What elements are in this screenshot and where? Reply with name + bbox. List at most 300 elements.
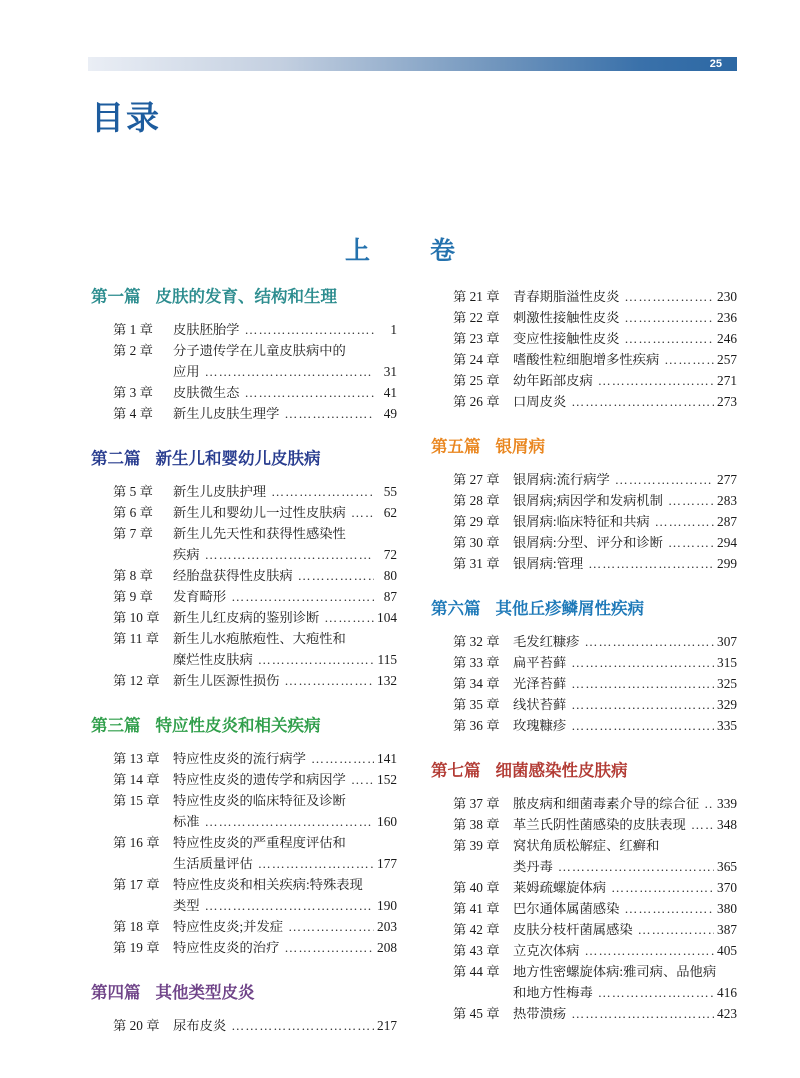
- chapter-page-number: 299: [717, 556, 737, 571]
- toc-entry-line: [431, 919, 737, 940]
- dot-leader: [704, 793, 714, 814]
- toc-entry-line: [91, 748, 397, 769]
- dot-leader: [624, 286, 714, 307]
- chapter-page-number: 271: [717, 373, 737, 388]
- toc-entry: [431, 370, 737, 391]
- chapter-page-number: 217: [377, 1018, 397, 1033]
- toc-entry: [431, 835, 737, 877]
- chapter-number: 第 26 章: [453, 394, 500, 409]
- dot-leader: [298, 565, 374, 586]
- dot-leader: [205, 895, 374, 916]
- chapter-page-number: 348: [717, 817, 737, 832]
- section-title: 特应性皮炎和相关疾病: [155, 716, 321, 735]
- toc-entry-line: [431, 877, 737, 898]
- chapter-page-number: 339: [717, 796, 737, 811]
- chapter-page-number: 141: [377, 751, 397, 766]
- dot-leader: [638, 919, 714, 940]
- dot-leader: [284, 403, 374, 424]
- dot-leader: [668, 490, 714, 511]
- chapter-page-number: 115: [377, 652, 397, 667]
- dot-leader: [571, 1003, 714, 1024]
- toc-entry-line: [431, 349, 737, 370]
- dot-leader: [205, 544, 374, 565]
- chapter-number: 第 39 章: [453, 838, 500, 853]
- toc-entry-line: [431, 490, 737, 511]
- section-heading: [431, 598, 737, 620]
- chapter-page-number: 203: [377, 919, 397, 934]
- toc-entry-continuation: [91, 544, 397, 565]
- chapter-page-number: 104: [377, 610, 397, 625]
- toc-entry: [431, 1003, 737, 1024]
- chapter-title: 生活质量评估: [173, 856, 253, 871]
- toc-entry: [431, 877, 737, 898]
- chapter-page-number: 380: [717, 901, 737, 916]
- dot-leader: [598, 370, 714, 391]
- chapter-page-number: 315: [717, 655, 737, 670]
- chapter-title: 和地方性梅毒: [513, 985, 593, 1000]
- toc-entry-line: [431, 469, 737, 490]
- toc-entry-line: [431, 370, 737, 391]
- section-heading: [91, 286, 397, 308]
- dot-leader: [655, 511, 714, 532]
- chapter-number: 第 4 章: [113, 406, 153, 421]
- section-number: 第五篇: [431, 437, 481, 456]
- section-heading: [431, 760, 737, 782]
- chapter-number: 第 31 章: [453, 556, 500, 571]
- chapter-title: 幼年跖部皮病: [513, 373, 593, 388]
- toc-entry-line: [91, 874, 397, 895]
- toc-entry: [431, 715, 737, 736]
- chapter-title: 刺激性接触性皮炎: [513, 310, 620, 325]
- toc-entry: [431, 694, 737, 715]
- dot-leader: [691, 814, 714, 835]
- toc-entry-continuation: [91, 853, 397, 874]
- chapter-page-number: 423: [717, 1006, 737, 1021]
- dot-leader: [598, 982, 714, 1003]
- toc-entry: [91, 748, 397, 769]
- chapter-title: 窝状角质松解症、红癣和: [513, 838, 660, 853]
- chapter-page-number: 283: [717, 493, 737, 508]
- chapter-page-number: 387: [717, 922, 737, 937]
- toc-column: [431, 286, 737, 1024]
- dot-leader: [311, 748, 374, 769]
- chapter-page-number: 370: [717, 880, 737, 895]
- toc-entry: [431, 469, 737, 490]
- chapter-title: 特应性皮炎的遗传学和病因学: [173, 772, 346, 787]
- chapter-number: 第 15 章: [113, 793, 160, 808]
- chapter-title: 新生儿皮肤护理: [173, 484, 267, 499]
- toc-entry-line: [431, 694, 737, 715]
- section-number: 第三篇: [91, 716, 141, 735]
- toc-entry-line: [91, 340, 397, 361]
- chapter-page-number: 62: [383, 505, 397, 520]
- chapter-number: 第 23 章: [453, 331, 500, 346]
- toc-entry-line: [431, 814, 737, 835]
- dot-leader: [231, 586, 374, 607]
- toc-entry-line: [91, 670, 397, 691]
- toc-entry: [91, 523, 397, 565]
- toc-entry: [91, 502, 397, 523]
- dot-leader: [571, 715, 714, 736]
- dot-leader: [615, 469, 714, 490]
- toc-entry-line: [431, 673, 737, 694]
- section-number: 第六篇: [431, 599, 481, 618]
- chapter-page-number: 307: [717, 634, 737, 649]
- toc-entry: [91, 832, 397, 874]
- chapter-page-number: 152: [377, 772, 397, 787]
- dot-leader: [668, 532, 714, 553]
- dot-leader: [624, 307, 714, 328]
- chapter-number: 第 32 章: [453, 634, 500, 649]
- toc-entry: [91, 1015, 397, 1036]
- chapter-number: 第 8 章: [113, 568, 153, 583]
- chapter-title: 尿布皮炎: [173, 1018, 227, 1033]
- section-heading: [91, 448, 397, 470]
- chapter-page-number: 246: [717, 331, 737, 346]
- toc-entry-line: [431, 286, 737, 307]
- chapter-title: 玫瑰糠疹: [513, 718, 567, 733]
- chapter-title: 巴尔通体属菌感染: [513, 901, 620, 916]
- chapter-number: 第 2 章: [113, 343, 153, 358]
- chapter-title: 扁平苔藓: [513, 655, 567, 670]
- chapter-title: 特应性皮炎和相关疾病:特殊表现: [173, 877, 363, 892]
- toc-entry-line: [91, 565, 397, 586]
- toc-entry: [91, 586, 397, 607]
- chapter-number: 第 37 章: [453, 796, 500, 811]
- chapter-title: 疾病: [173, 547, 200, 562]
- dot-leader: [611, 877, 714, 898]
- chapter-number: 第 11 章: [113, 631, 160, 646]
- chapter-title: 口周皮炎: [513, 394, 567, 409]
- chapter-number: 第 27 章: [453, 472, 500, 487]
- dot-leader: [664, 349, 714, 370]
- chapter-number: 第 25 章: [453, 373, 500, 388]
- chapter-number: 第 42 章: [453, 922, 500, 937]
- chapter-title: 特应性皮炎的严重程度评估和: [173, 835, 346, 850]
- chapter-title: 经胎盘获得性皮肤病: [173, 568, 293, 583]
- toc-entry-line: [91, 481, 397, 502]
- toc-entry-line: [431, 553, 737, 574]
- chapter-number: 第 28 章: [453, 493, 500, 508]
- dot-leader: [244, 319, 374, 340]
- chapter-page-number: 72: [383, 547, 397, 562]
- toc-entry: [431, 898, 737, 919]
- dot-leader: [351, 502, 374, 523]
- chapter-page-number: 325: [717, 676, 737, 691]
- page-number: 25: [709, 58, 722, 70]
- section-title: 其他丘疹鳞屑性疾病: [495, 599, 644, 618]
- chapter-title: 光泽苔藓: [513, 676, 567, 691]
- toc-entry-line: [91, 1015, 397, 1036]
- section-title: 新生儿和婴幼儿皮肤病: [155, 449, 321, 468]
- dot-leader: [624, 328, 714, 349]
- toc-entry: [431, 940, 737, 961]
- chapter-number: 第 1 章: [113, 322, 153, 337]
- toc-columns: [91, 286, 737, 1036]
- toc-entry: [431, 814, 737, 835]
- section-title: 银屑病: [495, 437, 545, 456]
- toc-entry: [91, 937, 397, 958]
- dot-leader: [624, 898, 714, 919]
- toc-entry-line: [91, 628, 397, 649]
- chapter-page-number: 31: [383, 364, 397, 379]
- section-number: 第二篇: [91, 449, 141, 468]
- chapter-page-number: 230: [717, 289, 737, 304]
- chapter-number: 第 41 章: [453, 901, 500, 916]
- dot-leader: [258, 853, 374, 874]
- chapter-page-number: 177: [377, 856, 397, 871]
- chapter-title: 莱姆疏螺旋体病: [513, 880, 607, 895]
- toc-entry-line: [91, 403, 397, 424]
- toc-entry-line: [431, 898, 737, 919]
- chapter-title: 发育畸形: [173, 589, 227, 604]
- toc-entry: [91, 769, 397, 790]
- toc-entry: [91, 607, 397, 628]
- volume-heading: 上卷: [344, 236, 515, 265]
- dot-leader: [588, 553, 714, 574]
- chapter-page-number: 190: [377, 898, 397, 913]
- chapter-title: 银屑病:流行病学: [513, 472, 610, 487]
- toc-entry-line: [431, 631, 737, 652]
- dot-leader: [351, 769, 374, 790]
- toc-entry-line: [431, 328, 737, 349]
- chapter-title: 立克次体病: [513, 943, 580, 958]
- toc-entry-line: [431, 652, 737, 673]
- toc-entry: [91, 916, 397, 937]
- chapter-number: 第 43 章: [453, 943, 500, 958]
- toc-entry: [431, 328, 737, 349]
- chapter-title: 应用: [173, 364, 200, 379]
- chapter-title: 皮肤胚胎学: [173, 322, 240, 337]
- chapter-title: 分子遗传学在儿童皮肤病中的: [173, 343, 346, 358]
- toc-entry-line: [91, 832, 397, 853]
- dot-leader: [571, 391, 714, 412]
- toc-entry-continuation: [91, 811, 397, 832]
- chapter-page-number: 365: [717, 859, 737, 874]
- toc-entry-line: [91, 382, 397, 403]
- chapter-page-number: 416: [717, 985, 737, 1000]
- chapter-title: 银屑病:管理: [513, 556, 584, 571]
- toc-entry-line: [91, 937, 397, 958]
- chapter-title: 特应性皮炎的流行病学: [173, 751, 306, 766]
- toc-entry-line: [91, 319, 397, 340]
- section-number: 第四篇: [91, 983, 141, 1002]
- chapter-number: 第 12 章: [113, 673, 160, 688]
- toc-entry-line: [431, 511, 737, 532]
- chapter-page-number: 273: [717, 394, 737, 409]
- toc-entry: [431, 307, 737, 328]
- chapter-title: 新生儿皮肤生理学: [173, 406, 280, 421]
- toc-entry: [431, 673, 737, 694]
- chapter-page-number: 236: [717, 310, 737, 325]
- chapter-number: 第 34 章: [453, 676, 500, 691]
- dot-leader: [231, 1015, 374, 1036]
- chapter-number: 第 20 章: [113, 1018, 160, 1033]
- dot-leader: [558, 856, 714, 877]
- toc-entry: [431, 286, 737, 307]
- toc-entry: [91, 382, 397, 403]
- toc-entry-line: [431, 391, 737, 412]
- chapter-title: 新生儿先天性和获得性感染性: [173, 526, 346, 541]
- toc-entry: [91, 670, 397, 691]
- dot-leader: [284, 670, 374, 691]
- toc-entry-line: [431, 940, 737, 961]
- toc-entry-line: [431, 307, 737, 328]
- toc-entry: [431, 349, 737, 370]
- chapter-number: 第 10 章: [113, 610, 160, 625]
- chapter-title: 毛发红糠疹: [513, 634, 580, 649]
- toc-entry-line: [91, 790, 397, 811]
- chapter-number: 第 18 章: [113, 919, 160, 934]
- chapter-title: 新生儿红皮病的鉴别诊断: [173, 610, 320, 625]
- toc-entry-line: [91, 607, 397, 628]
- chapter-number: 第 33 章: [453, 655, 500, 670]
- toc-entry: [91, 565, 397, 586]
- chapter-number: 第 16 章: [113, 835, 160, 850]
- toc-entry: [431, 961, 737, 1003]
- chapter-title: 皮肤分枝杆菌属感染: [513, 922, 633, 937]
- chapter-page-number: 294: [717, 535, 737, 550]
- chapter-number: 第 30 章: [453, 535, 500, 550]
- chapter-title: 线状苔藓: [513, 697, 567, 712]
- chapter-page-number: 208: [377, 940, 397, 955]
- chapter-title: 新生儿和婴幼儿一过性皮肤病: [173, 505, 346, 520]
- chapter-title: 革兰氏阴性菌感染的皮肤表现: [513, 817, 686, 832]
- toc-entry: [431, 391, 737, 412]
- chapter-number: 第 21 章: [453, 289, 500, 304]
- toc-entry-line: [431, 715, 737, 736]
- chapter-number: 第 14 章: [113, 772, 160, 787]
- toc-entry: [431, 652, 737, 673]
- dot-leader: [271, 481, 374, 502]
- toc-entry: [431, 793, 737, 814]
- section-number: 第七篇: [431, 761, 481, 780]
- chapter-number: 第 45 章: [453, 1006, 500, 1021]
- chapter-title: 特应性皮炎的临床特征及诊断: [173, 793, 346, 808]
- toc-entry: [431, 511, 737, 532]
- toc-page-title: 目录: [91, 98, 161, 137]
- dot-leader: [244, 382, 374, 403]
- chapter-number: 第 17 章: [113, 877, 160, 892]
- chapter-number: 第 22 章: [453, 310, 500, 325]
- toc-entry: [91, 340, 397, 382]
- chapter-page-number: 87: [383, 589, 397, 604]
- chapter-number: 第 7 章: [113, 526, 153, 541]
- toc-entry-continuation: [431, 982, 737, 1003]
- dot-leader: [571, 652, 714, 673]
- chapter-title: 新生儿水疱脓疱性、大疱性和: [173, 631, 346, 646]
- toc-entry: [431, 553, 737, 574]
- dot-leader: [284, 937, 374, 958]
- section-title: 其他类型皮炎: [155, 983, 255, 1002]
- chapter-number: 第 6 章: [113, 505, 153, 520]
- chapter-page-number: 41: [383, 385, 397, 400]
- chapter-title: 类型: [173, 898, 200, 913]
- section-number: 第一篇: [91, 287, 141, 306]
- chapter-number: 第 9 章: [113, 589, 153, 604]
- toc-entry: [91, 319, 397, 340]
- chapter-number: 第 13 章: [113, 751, 160, 766]
- chapter-page-number: 329: [717, 697, 737, 712]
- toc-column: [91, 286, 397, 1036]
- dot-leader: [584, 940, 714, 961]
- page-header-bar: [88, 57, 737, 71]
- dot-leader: [571, 673, 714, 694]
- toc-entry-line: [91, 502, 397, 523]
- chapter-number: 第 36 章: [453, 718, 500, 733]
- chapter-title: 变应性接触性皮炎: [513, 331, 620, 346]
- toc-entry-continuation: [91, 895, 397, 916]
- dot-leader: [324, 607, 374, 628]
- dot-leader: [584, 631, 714, 652]
- chapter-page-number: 257: [717, 352, 737, 367]
- toc-entry: [431, 490, 737, 511]
- chapter-page-number: 49: [383, 406, 397, 421]
- chapter-page-number: 1: [390, 322, 397, 337]
- toc-entry-line: [91, 523, 397, 544]
- chapter-number: 第 19 章: [113, 940, 160, 955]
- toc-entry-continuation: [91, 649, 397, 670]
- dot-leader: [288, 916, 374, 937]
- dot-leader: [205, 361, 374, 382]
- chapter-page-number: 80: [383, 568, 397, 583]
- chapter-number: 第 5 章: [113, 484, 153, 499]
- chapter-page-number: 132: [377, 673, 397, 688]
- toc-entry-continuation: [91, 361, 397, 382]
- dot-leader: [258, 649, 374, 670]
- dot-leader: [205, 811, 374, 832]
- chapter-number: 第 35 章: [453, 697, 500, 712]
- chapter-number: 第 44 章: [453, 964, 500, 979]
- toc-entry: [431, 532, 737, 553]
- chapter-number: 第 29 章: [453, 514, 500, 529]
- toc-entry-line: [431, 532, 737, 553]
- chapter-title: 银屑病:临床特征和共病: [513, 514, 650, 529]
- chapter-title: 热带溃疡: [513, 1006, 567, 1021]
- chapter-number: 第 40 章: [453, 880, 500, 895]
- chapter-title: 脓皮病和细菌毒素介导的综合征: [513, 796, 700, 811]
- section-heading: [431, 436, 737, 458]
- toc-entry-line: [431, 1003, 737, 1024]
- toc-entry-line: [91, 916, 397, 937]
- chapter-page-number: 277: [717, 472, 737, 487]
- chapter-title: 特应性皮炎的治疗: [173, 940, 280, 955]
- section-heading: [91, 715, 397, 737]
- section-title: 细菌感染性皮肤病: [495, 761, 628, 780]
- chapter-page-number: 335: [717, 718, 737, 733]
- chapter-title: 银屑病;病因学和发病机制: [513, 493, 663, 508]
- toc-entry: [91, 403, 397, 424]
- toc-entry: [431, 919, 737, 940]
- chapter-title: 地方性密螺旋体病:雅司病、品他病: [513, 964, 717, 979]
- chapter-number: 第 24 章: [453, 352, 500, 367]
- chapter-title: 新生儿医源性损伤: [173, 673, 280, 688]
- section-heading: [91, 982, 397, 1004]
- chapter-title: 银屑病:分型、评分和诊断: [513, 535, 663, 550]
- chapter-title: 嗜酸性粒细胞增多性疾病: [513, 352, 660, 367]
- toc-entry: [91, 628, 397, 670]
- chapter-number: 第 3 章: [113, 385, 153, 400]
- chapter-title: 特应性皮炎;并发症: [173, 919, 284, 934]
- chapter-page-number: 160: [377, 814, 397, 829]
- toc-entry: [91, 790, 397, 832]
- dot-leader: [571, 694, 714, 715]
- chapter-number: 第 38 章: [453, 817, 500, 832]
- toc-entry-continuation: [431, 856, 737, 877]
- toc-entry: [91, 874, 397, 916]
- chapter-title: 标准: [173, 814, 200, 829]
- toc-entry-line: [431, 961, 737, 982]
